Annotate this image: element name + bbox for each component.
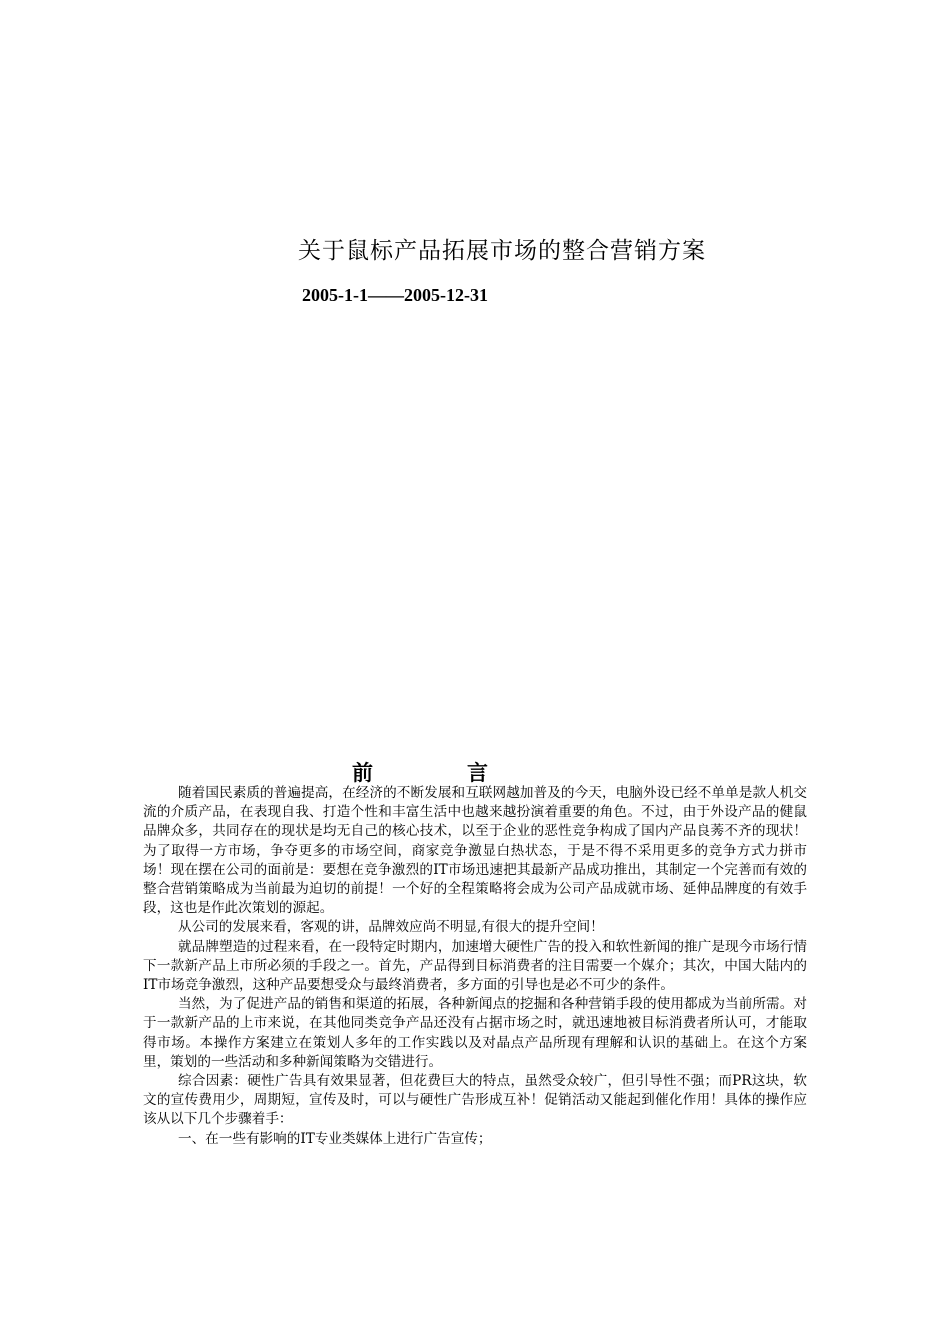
paragraph: 从公司的发展来看，客观的讲，品牌效应尚不明显,有很大的提升空间！	[178, 919, 604, 936]
document-title: 关于鼠标产品拓展市场的整合营销方案	[298, 238, 706, 264]
preface-body	[143, 784, 807, 1149]
paragraph: 就品牌塑造的过程来看，在一段特定时期内，加速增大硬性广告的投入和软性新闻的推广是现今市场行情下一款新产品上市所必须的手段之一。首先，产品得到目标消费者的注目需要一个媒介；其次，中国大陆内的IT市场竞争激烈，这种产品要想受众与最终消费者，多方面的引导也是必不可少的条件。	[143, 938, 807, 994]
document-date-range: 2005-1-1——2005-12-31	[302, 285, 488, 305]
section-heading-preface: 前言	[352, 760, 582, 785]
paragraph: 随着国民素质的普遍提高，在经济的不断发展和互联网越加普及的今天，电脑外设已经不单单是款人机交流的介质产品，在表现自我、打造个性和丰富生活中也越来越扮演着重要的角色。不过，由于外设产品的健鼠品牌众多，共同存在的现状是均无自己的核心技术，以至于企业的恶性竞争构成了国内产品良莠不齐的现状！为了取得一方市场，争夺更多的市场空间，商家竞争激显白热状态，于是不得不采用更多的竞争方式力拼市场！现在摆在公司的面前是：要想在竞争激烈的IT市场迅速把其最新产品成功推出，其制定一个完善而有效的整合营销策略成为当前最为迫切的前提！一个好的全程策略将会成为公司产品成就市场、延伸品牌度的有效手段，这也是作此次策划的源起。	[143, 785, 807, 917]
paragraph: 一、在一些有影响的IT专业类媒体上进行广告宣传；	[178, 1130, 492, 1147]
paragraph: 综合因素：硬性广告具有效果显著，但花费巨大的特点，虽然受众较广，但引导性不强；而PR这块，软文的宣传费用少，周期短，宣传及时，可以与硬性广告形成互补！促销活动又能起到催化作用！具体的操作应该从以下几个步骤着手：	[143, 1073, 807, 1128]
paragraph: 当然，为了促进产品的销售和渠道的拓展，各种新闻点的挖掘和各种营销手段的使用都成为当前所需。对于一款新产品的上市来说，在其他同类竞争产品还没有占据市场之时，就迅速地被目标消费者所认可，才能取得市场。本操作方案建立在策划人多年的工作实践以及对晶点产品所现有理解和认识的基础上。在这个方案里，策划的一些活动和多种新闻策略为交错进行。	[143, 996, 807, 1070]
